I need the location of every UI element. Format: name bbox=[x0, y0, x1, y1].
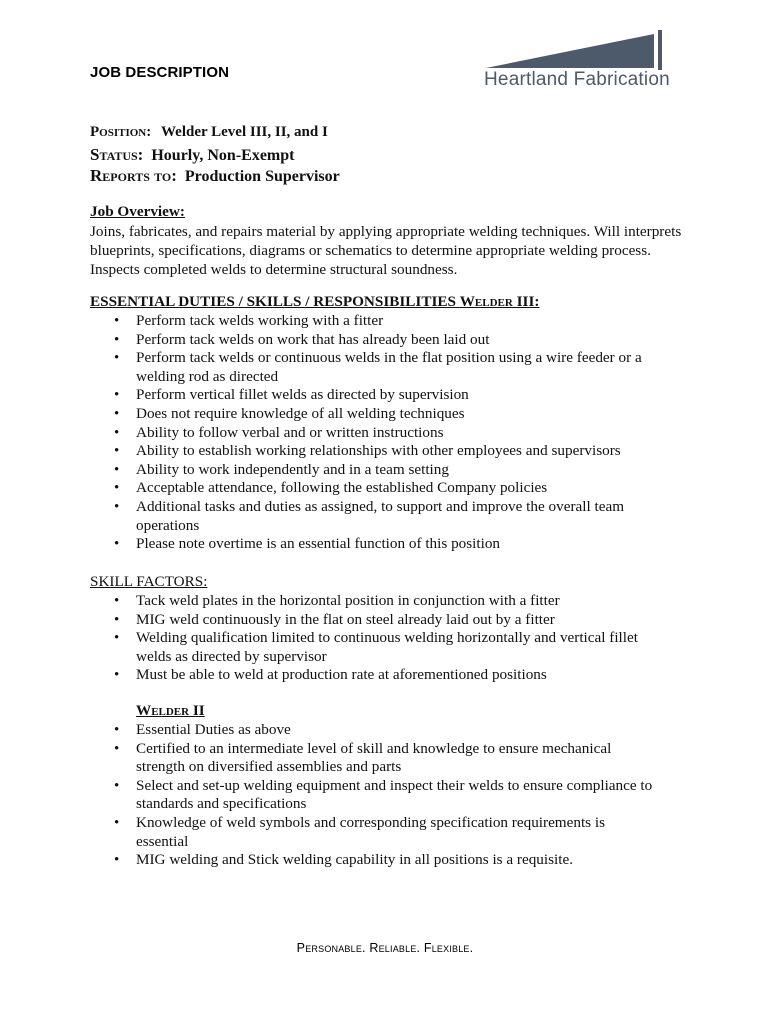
skill-factors-heading: SKILL FACTORS: bbox=[90, 573, 208, 590]
skill-factors-list bbox=[90, 592, 660, 685]
list-item: • Ability to work independently and in a team setting bbox=[90, 461, 660, 480]
list-item: • Perform vertical fillet welds as directed by supervision bbox=[90, 386, 660, 405]
list-item: • Please note overtime is an essential function of this position bbox=[90, 535, 660, 554]
list-item: • Tack weld plates in the horizontal position in conjunction with a fitter bbox=[90, 592, 660, 611]
essential-duties-list bbox=[90, 312, 660, 554]
reports-to-value: Production Supervisor bbox=[184, 168, 340, 185]
overview-line: blueprints, specifications, diagrams or schematics to determine appropriate welding process. bbox=[90, 242, 651, 259]
list-item: • Additional tasks and duties as assigned, to support and improve the overall team operations bbox=[90, 498, 660, 535]
list-item: • Perform tack welds or continuous welds in the flat position using a wire feeder or a welding rod as directed bbox=[90, 349, 660, 386]
essential-heading-level: Welder III: bbox=[459, 293, 540, 310]
list-item: • MIG weld continuously in the flat on steel already laid out by a fitter bbox=[90, 611, 660, 630]
company-name: Heartland Fabrication bbox=[484, 69, 670, 90]
reports-to-label: Reports to: bbox=[90, 166, 177, 185]
list-item: • Select and set-up welding equipment and inspect their welds to ensure compliance to standards and specifications bbox=[90, 777, 660, 814]
position-label: Position: bbox=[90, 124, 152, 140]
status-label: Status: bbox=[90, 145, 144, 164]
list-item: • Ability to follow verbal and or written instructions bbox=[90, 424, 660, 443]
status-value: Hourly, Non-Exempt bbox=[151, 147, 295, 164]
list-item: • Welding qualification limited to continuous welding horizontally and vertical fillet welds as directed by supervisor bbox=[90, 629, 660, 666]
list-item: • Must be able to weld at production rate at aforementioned positions bbox=[90, 666, 660, 685]
list-item: • Acceptable attendance, following the established Company policies bbox=[90, 479, 660, 498]
list-item: • Essential Duties as above bbox=[90, 721, 660, 740]
overview-line: Inspects completed welds to determine structural soundness. bbox=[90, 261, 458, 278]
list-item: • Certified to an intermediate level of skill and knowledge to ensure mechanical strength on diversified assemblies and parts bbox=[90, 740, 660, 777]
welder-ii-list bbox=[90, 721, 660, 870]
overview-line: Joins, fabricates, and repairs material by applying appropriate welding techniques. Will interprets bbox=[90, 223, 682, 240]
essential-heading-main: ESSENTIAL DUTIES / SKILLS / RESPONSIBILITIES bbox=[90, 293, 460, 310]
document-title: JOB DESCRIPTION bbox=[90, 64, 230, 81]
list-item: • Knowledge of weld symbols and corresponding specification requirements is essential bbox=[90, 814, 660, 851]
job-overview-heading: Job Overview: bbox=[90, 203, 185, 220]
list-item: • MIG welding and Stick welding capability in all positions is a requisite. bbox=[90, 851, 660, 870]
welder-ii-heading: Welder II bbox=[136, 702, 205, 719]
footer-tagline: Personable. Reliable. Flexible. bbox=[296, 941, 474, 955]
list-item: • Does not require knowledge of all welding techniques bbox=[90, 405, 660, 424]
list-item: • Perform tack welds on work that has already been laid out bbox=[90, 331, 660, 350]
essential-duties-heading bbox=[90, 293, 539, 311]
status-line bbox=[90, 145, 294, 165]
reports-to-line bbox=[90, 166, 340, 186]
list-item: • Ability to establish working relationships with other employees and supervisors bbox=[90, 442, 660, 461]
position-line bbox=[90, 124, 328, 141]
job-overview-text bbox=[90, 222, 690, 279]
position-value: Welder Level III, II, and I bbox=[160, 124, 328, 140]
list-item: • Perform tack welds working with a fitter bbox=[90, 312, 660, 331]
